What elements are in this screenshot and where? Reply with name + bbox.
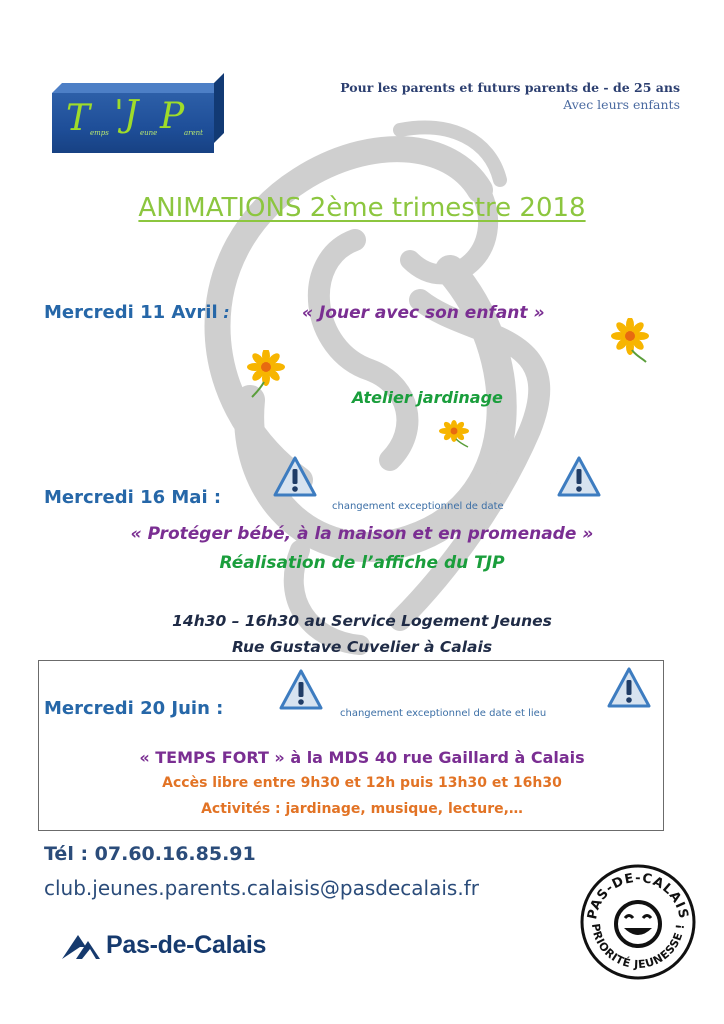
tjp-logo xyxy=(52,83,224,153)
logo-letter-t: T xyxy=(66,98,91,139)
stamp-text-top: PAS-DE-CALAIS xyxy=(585,870,691,921)
logo-small-arent: arent xyxy=(184,129,203,137)
audience-line-1: Pour les parents et futurs parents de - de 25 ans xyxy=(340,80,680,95)
event-april-theme: « Jouer avec son enfant » xyxy=(302,303,545,323)
event-june-activities: Activités : jardinage, musique, lecture,… xyxy=(201,801,523,817)
logo-letter-j: 'J xyxy=(114,94,139,135)
event-may-date: Mercredi 16 Mai : xyxy=(44,487,222,508)
event-april-date: Mercredi 11 Avril xyxy=(44,302,218,323)
event-april-activity: Atelier jardinage xyxy=(352,388,503,407)
priorite-jeunesse-stamp xyxy=(578,862,698,982)
flower-icon xyxy=(610,318,656,364)
event-june-notice: changement exceptionnel de date et lieu xyxy=(340,708,547,719)
logo-small-eune: eune xyxy=(140,129,158,137)
event-june-theme: « TEMPS FORT » à la MDS 40 rue Gaillard à Calais xyxy=(139,748,585,767)
logo-small-emps: emps xyxy=(90,129,109,137)
title-text: ANIMATIONS 2ème trimestre 2018 xyxy=(138,193,586,223)
event-may-notice: changement exceptionnel de date xyxy=(332,501,504,512)
warning-icon xyxy=(278,668,324,712)
stamp-text-bottom: PRIORITÉ JEUNESSE ! xyxy=(588,922,688,972)
logo-letter-p: P xyxy=(160,96,185,137)
flower-icon xyxy=(436,420,476,450)
pas-de-calais-mark-icon xyxy=(62,931,102,961)
page-title xyxy=(0,193,724,223)
background-silhouette xyxy=(150,96,590,660)
event-june-date: Mercredi 20 Juin : xyxy=(44,698,224,719)
pas-de-calais-logo xyxy=(62,927,282,967)
warning-icon xyxy=(556,455,602,499)
event-april-colon: : xyxy=(217,303,230,322)
event-may-theme: « Protéger bébé, à la maison et en promenade » xyxy=(130,524,594,544)
contact-email[interactable]: club.jeunes.parents.calaisis@pasdecalais.fr xyxy=(44,876,479,900)
audience-line-2: Avec leurs enfants xyxy=(563,97,680,112)
warning-icon xyxy=(272,455,318,499)
warning-icon xyxy=(606,666,652,710)
event-may-address: Rue Gustave Cuvelier à Calais xyxy=(231,638,493,656)
pas-de-calais-brand: Pas-de-Calais xyxy=(106,931,267,959)
event-may-activity: Réalisation de l’affiche du TJP xyxy=(219,553,505,573)
event-april-date-line xyxy=(44,302,230,323)
flower-icon xyxy=(244,350,290,398)
event-may-time-place: 14h30 – 16h30 au Service Logement Jeunes xyxy=(172,612,552,630)
event-june-access: Accès libre entre 9h30 et 12h puis 13h30 et 16h30 xyxy=(162,775,562,791)
contact-phone: Tél : 07.60.16.85.91 xyxy=(44,843,256,865)
